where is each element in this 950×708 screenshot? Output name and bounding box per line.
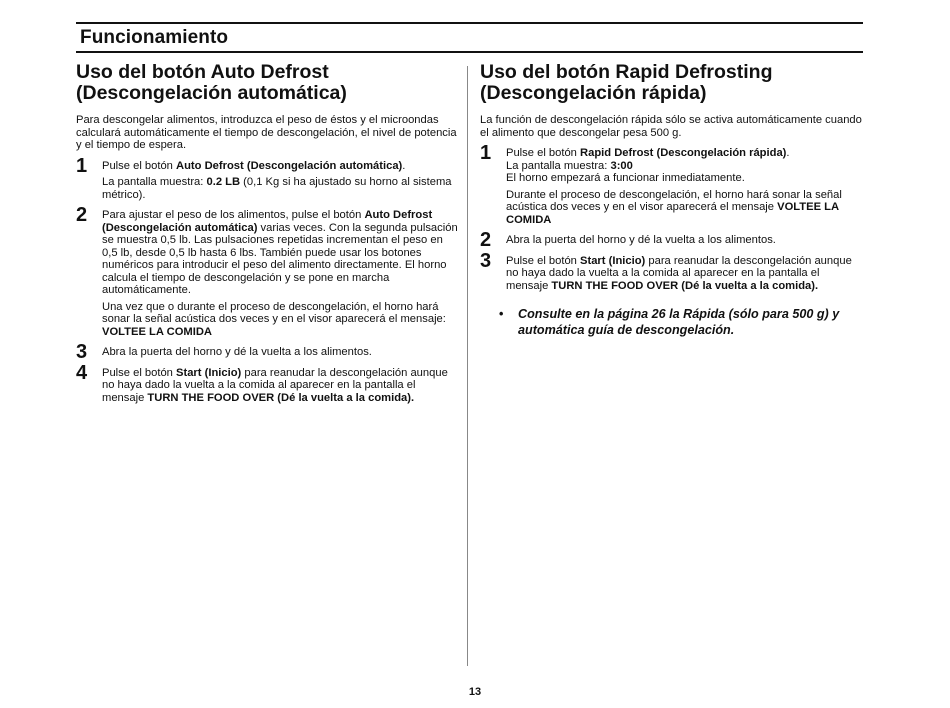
step-number: 1 — [76, 154, 88, 177]
auto-defrost-heading-line1: Uso del botón Auto Defrost — [76, 61, 329, 83]
step-message-text: Durante el proceso de descongelación, el horno hará sonar la señal acústica dos veces y en el visor aparecerá el mensaje VOLTEE LA COMIDA — [506, 188, 842, 226]
rapid-defrost-section — [480, 62, 862, 338]
step-4 — [76, 361, 458, 405]
step-2 — [480, 229, 862, 251]
step-number: 2 — [76, 204, 88, 226]
step-text: Abra la puerta del horno y dé la vuelta a los alimentos. — [506, 234, 776, 246]
rapid-defrost-heading — [480, 62, 862, 104]
step-text: Abra la puerta del horno y dé la vuelta a los alimentos. — [102, 346, 372, 358]
column-divider — [467, 66, 468, 666]
step-number: 4 — [76, 361, 88, 384]
step-message-text: Una vez que o durante el proceso de descongelación, el horno hará sonar la señal acústica dos veces y en el visor aparecerá el mensaje: VOLTEE LA COMIDA — [102, 300, 446, 338]
bullet-icon: • — [499, 307, 504, 321]
note-text: Consulte en la página 26 la Rápida (sólo para 500 g) y automática guía de descongelación. — [518, 307, 840, 337]
step-text: Para ajustar el peso de los alimentos, pulse el botón Auto Defrost (Descongelación automática) varias veces. Con la segunda pulsación se muestra 0,5 lb. Las pulsaciones repetidas incrementan el peso en 0,5 lb, desde 0,5 lb hasta 6 lbs. También puede usar los botones numéricos para introducir el peso del alimento directamente. El horno calcula el tiempo de descongelación y se pone en marcha automáticamente. — [102, 209, 458, 296]
section-title: Funcionamiento — [80, 27, 229, 48]
rapid-defrost-heading-line2: (Descongelación rápida) — [480, 82, 707, 104]
step-text: Pulse el botón Auto Defrost (Descongelación automática). — [102, 159, 406, 172]
auto-defrost-heading — [76, 62, 458, 104]
auto-defrost-section — [76, 62, 458, 412]
rapid-defrost-intro: La función de descongelación rápida sólo se activa automáticamente cuando el alimento que descongelar pesa 500 g. — [480, 114, 862, 139]
step-1 — [480, 142, 862, 226]
step-text: Pulse el botón Start (Inicio) para reanudar la descongelación aunque no haya dado la vuelta a la comida al aparecer en la pantalla el mensaje TURN THE FOOD OVER (Dé la vuelta a la comida). — [102, 366, 448, 404]
step-3 — [76, 341, 458, 363]
auto-defrost-heading-line2: (Descongelación automática) — [76, 82, 347, 104]
step-2 — [76, 204, 458, 338]
step-number: 3 — [76, 341, 88, 363]
step-number: 1 — [480, 142, 492, 164]
header-bottom-rule — [76, 51, 863, 53]
rapid-defrost-heading-line1: Uso del botón Rapid Defrosting — [480, 61, 773, 83]
step-1 — [76, 154, 458, 202]
step-number: 3 — [480, 249, 492, 272]
step-text: Pulse el botón Rapid Defrost (Descongelación rápida). La pantalla muestra: 3:00 El horno empezará a funcionar inmediatamente. — [506, 147, 790, 184]
step-number: 2 — [480, 229, 492, 251]
step-3 — [480, 249, 862, 293]
auto-defrost-intro: Para descongelar alimentos, introduzca el peso de éstos y el microondas calculará automáticamente el tiempo de descongelación, el nivel de potencia y el tiempo de espera. — [76, 114, 457, 151]
step-display-text: La pantalla muestra: 0.2 LB (0,1 Kg si ha ajustado su horno al sistema métrico). — [102, 176, 452, 201]
step-text: Pulse el botón Start (Inicio) para reanudar la descongelación aunque no haya dado la vuelta a la comida al aparecer en la pantalla el mensaje TURN THE FOOD OVER (Dé la vuelta a la comida). — [506, 254, 852, 292]
header-top-rule — [76, 22, 863, 24]
guide-reference-note — [480, 306, 862, 338]
page-number: 13 — [468, 686, 482, 698]
